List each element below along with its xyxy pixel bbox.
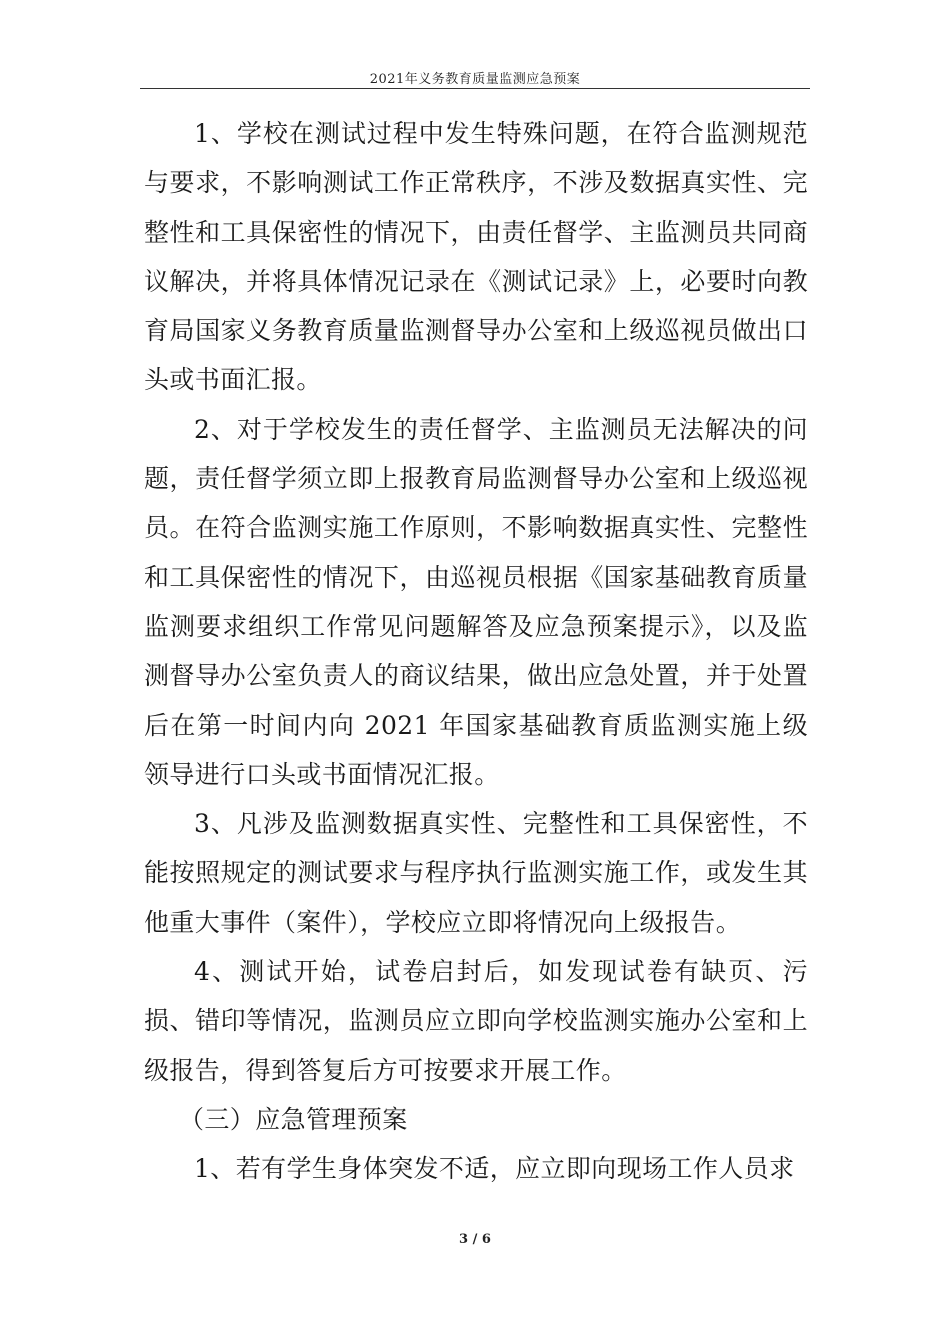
paragraph-4: 4、测试开始，试卷启封后，如发现试卷有缺页、污损、错印等情况，监测员应立即向学校监测实施办公室和上级报告，得到答复后方可按要求开展工作。 — [144, 957, 808, 1085]
running-header: 2021年义务教育质量监测应急预案 — [369, 72, 581, 87]
paragraph-1: 1、学校在测试过程中发生特殊问题，在符合监测规范与要求，不影响测试工作正常秩序，不涉及数据真实性、完整性和工具保密性的情况下，由责任督学、主监测员共同商议解决，并将具体情况记录在《测试记录》上，必要时向教育局国家义务教育质量监测督导办公室和上级巡视员做出口头或书面汇报。 — [144, 119, 808, 395]
paragraph-2: 2、对于学校发生的责任督学、主监测员无法解决的问题，责任督学须立即上报教育局监测督导办公室和上级巡视员。在符合监测实施工作原则，不影响数据真实性、完整性和工具保密性的情况下，由巡视员根据《国家基础教育质量监测要求组织工作常见问题解答及应急预案提示》，以及监测督导办公室负责人的商议结果，做出应急处置，并于处置后在第一时间内向 2021 年国家基础教育质监测实施上级领导进行口头或书面情况汇报。 — [144, 414, 808, 789]
header-divider — [140, 88, 810, 89]
document-body — [144, 109, 808, 1194]
page-number: 3 / 6 — [459, 1232, 491, 1247]
section-heading: （三）应急管理预案 — [179, 1104, 408, 1134]
paragraph-3: 3、凡涉及监测数据真实性、完整性和工具保密性，不能按照规定的测试要求与程序执行监测实施工作，或发生其他重大事件（案件），学校应立即将情况向上级报告。 — [144, 809, 808, 937]
paragraph-5: 1、若有学生身体突发不适，应立即向现场工作人员求 — [194, 1154, 795, 1184]
